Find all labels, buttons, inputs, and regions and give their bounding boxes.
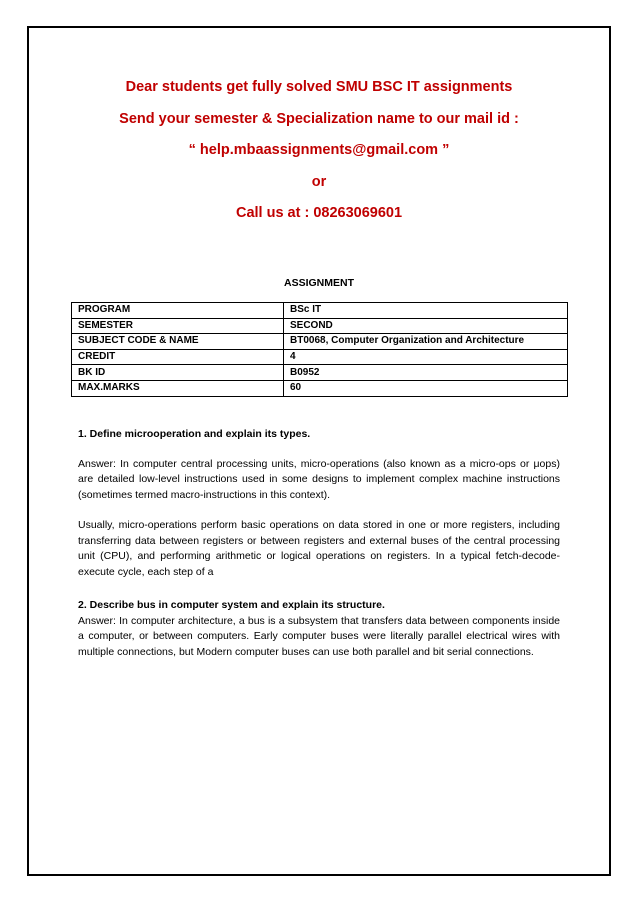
table-row [72,318,568,334]
row-label: CREDIT [72,349,284,365]
row-value: BT0068, Computer Organization and Architecture [284,334,568,350]
row-value: BSc IT [284,303,568,319]
row-value: SECOND [284,318,568,334]
row-value: 4 [284,349,568,365]
row-label: BK ID [72,365,284,381]
table-row [72,365,568,381]
row-label: SEMESTER [72,318,284,334]
row-label: PROGRAM [72,303,284,319]
row-value: B0952 [284,365,568,381]
promo-line-1: Dear students get fully solved SMU BSC IT assignments [125,79,513,95]
answer-paragraph: Answer: In computer architecture, a bus is a subsystem that transfers data between components inside a computer, or between computers. Early computer buses were literally parallel electrical wires with multiple connections, but Modern computer buses can use both parallel and bit serial connections. [78,614,560,658]
row-label: SUBJECT CODE & NAME [72,334,284,350]
question-2 [78,598,560,660]
table-row [72,303,568,319]
assignment-info-table [71,302,568,397]
answer-paragraph: Answer: In computer central processing units, micro-operations (also known as a micro-ops or μops) are detailed low-level instructions used in some designs to implement complex machine instructions (sometimes termed macro-instructions in this context). [78,457,560,501]
promo-email[interactable]: “ help.mbaassignments@gmail.com ” [188,142,450,158]
promo-or: or [311,173,327,190]
promo-line-2: Send your semester & Specialization name to our mail id : [119,110,519,127]
question-title: 2. Describe bus in computer system and explain its structure. [78,599,385,611]
row-value: 60 [284,380,568,396]
table-row [72,349,568,365]
assignment-title: ASSIGNMENT [283,277,354,289]
question-1 [78,427,560,580]
row-label: MAX.MARKS [72,380,284,396]
table-row [72,334,568,350]
question-title: 1. Define microoperation and explain its types. [78,428,311,440]
answer-paragraph: Usually, micro-operations perform basic operations on data stored in one or more registers, including transferring data between registers or between registers and external buses of the central processing unit (CPU), and performing arithmetic or logical operations on registers. In a typical fetch-decode-execute cycle, each step of a [78,519,560,578]
table-row [72,380,568,396]
promo-phone[interactable]: Call us at : 08263069601 [235,205,403,221]
promo-header [0,77,638,235]
